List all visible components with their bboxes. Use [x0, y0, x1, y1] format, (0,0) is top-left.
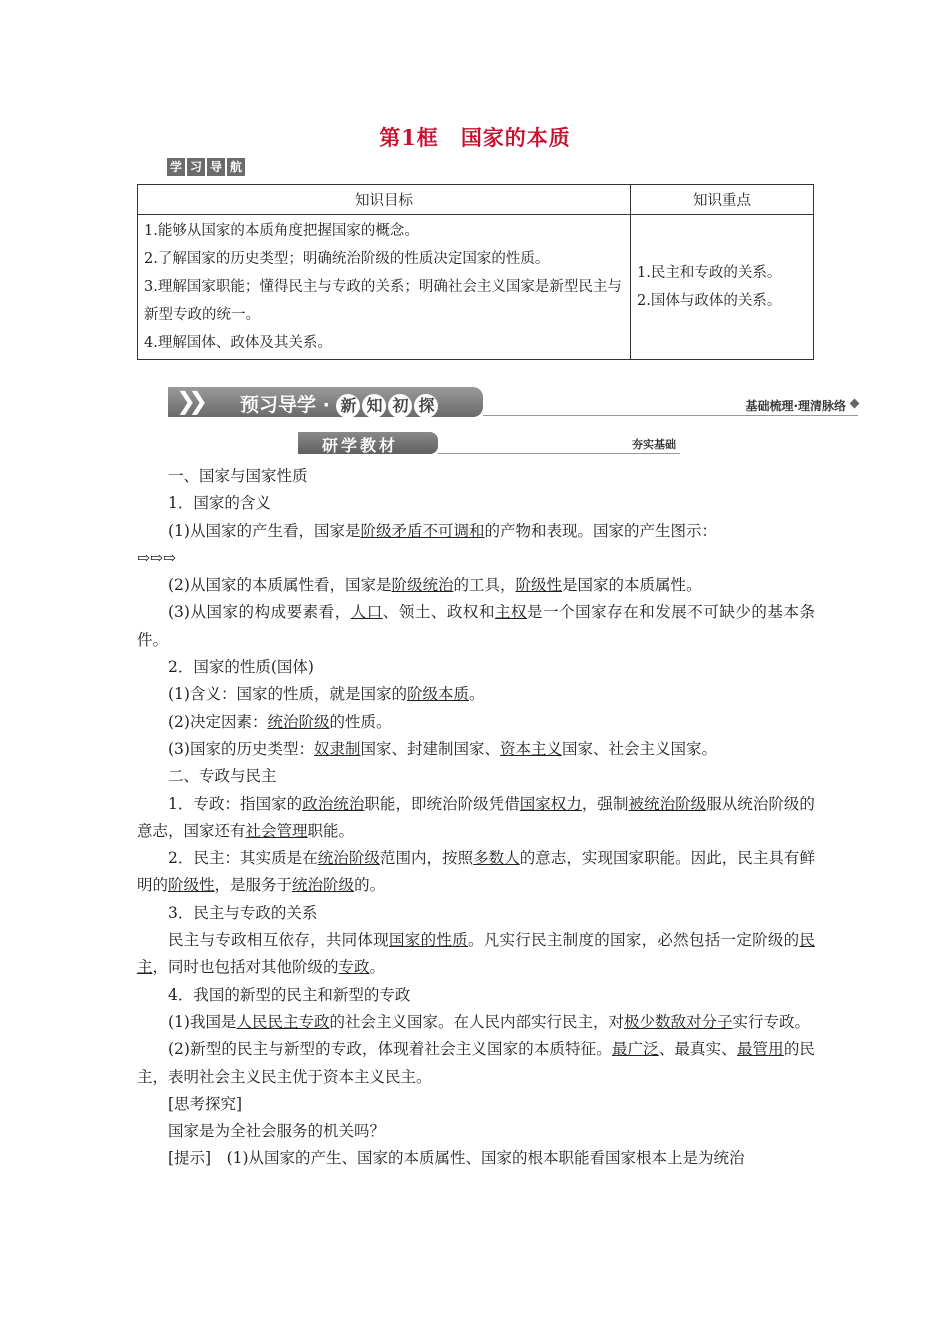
section-banner: ❯❯ 预习导学 · 新 知 初 探 基础梳理·理清脉络: [168, 385, 858, 421]
chevron-icon: ❯❯: [176, 387, 201, 415]
goals-cell: 1.能够从国家的本质角度把握国家的概念。 2.了解国家的历史类型；明确统治阶级的性质决定国家的性质。 3.理解国家职能；懂得民主与专政的关系；明确社会主义国家是新型民主与新型专政的统一。 4.理解国体、政体及其关系。: [138, 215, 631, 360]
header-goals: 知识目标: [138, 185, 631, 215]
sub-banner: 研学教材 夯实基础: [298, 432, 680, 454]
diamond-icon: [850, 399, 860, 409]
page-title: 第1框 国家的本质: [379, 125, 571, 150]
header-keys: 知识重点: [631, 185, 814, 215]
keys-cell: 1.民主和专政的关系。 2.国体与政体的关系。: [631, 215, 814, 360]
main-text: 一、国家与国家性质 1．国家的含义 (1)从国家的产生看，国家是阶级矛盾不可调和的产物和表现。国家的产生图示： ⇨⇨⇨ (2)从国家的本质属性看，国家是阶级统治的工具，阶级性是国家的本质属性。 (3)从国家的构成要素看，人口、领土、政权和主权是一个国家存在和发展不可缺少的基本条件。 2．国家的性质(国体) (1)含义：国家的性质，就是国家的阶级本质。 (2)决定因素：统治阶级的性质。 (3)国家的历史类型：奴隶制国家、封建制国家、资本主义国家、社会主义国家。 二、专政与民主 1．专政：指国家的政治统治职能，即统治阶级凭借国家权力，强制被统治阶级服从统治阶级的意志，国家还有社会管理职能。 2．民主：其实质是在统治阶级范围内，按照多数人的意志，实现国家职能。因此，民主具有鲜明的阶级性，是服务于统治阶级的。 3．民主与专政的关系 民主与专政相互依存，共同体现国家的性质。凡实行民主制度的国家，必然包括一定阶级的民主，同时也包括对其他阶级的专政。 4．我国的新型的民主和新型的专政 (1)我国是人民民主专政的社会主义国家。在人民内部实行民主，对极少数敌对分子实行专政。 (2)新型的民主与新型的专政，体现着社会主义国家的本质特征。最广泛、最真实、最管用的民主，表明社会主义民主优于资本主义民主。 [思考探究] 国家是为全社会服务的机关吗？ [提示] (1)从国家的产生、国家的本质属性、国家的根本职能看国家根本上是为统治: [137, 467, 815, 1168]
arrows: ⇨⇨⇨: [137, 548, 176, 567]
objectives-table: [137, 184, 814, 360]
study-guide-badge: 学 习 导 航: [167, 158, 247, 176]
